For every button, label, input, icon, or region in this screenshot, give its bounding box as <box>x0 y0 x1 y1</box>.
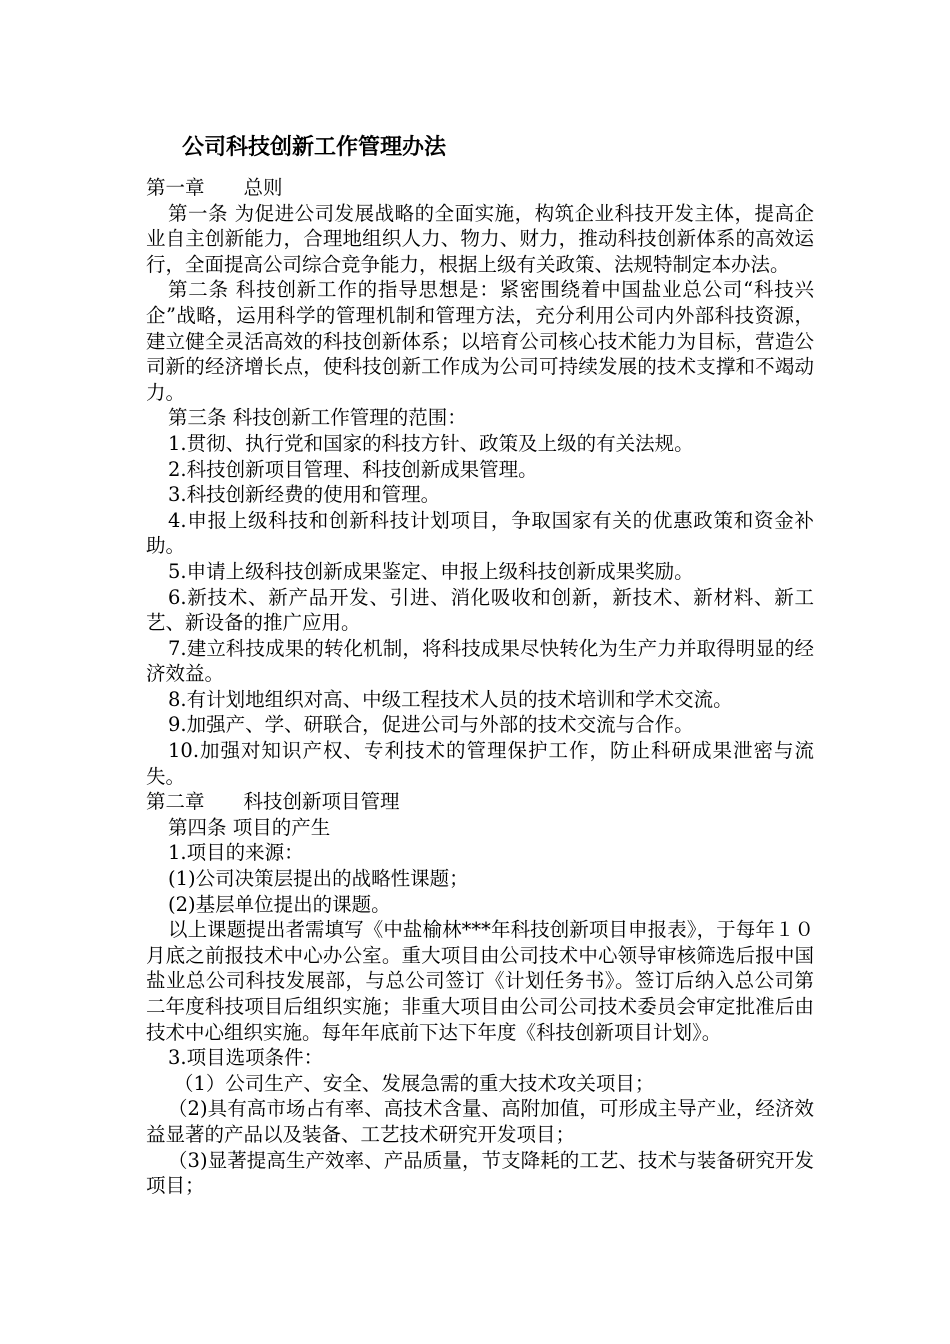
paragraph: 1.贯彻、执行党和国家的科技方针、政策及上级的有关法规。 <box>168 431 694 455</box>
paragraph: 3.科技创新经费的使用和管理。 <box>168 483 441 507</box>
document-page <box>146 133 814 1199</box>
paragraph: 6.新技术、新产品开发、引进、消化吸收和创新，新技术、新材料、新工艺、新设备的推广应用。 <box>146 585 814 635</box>
paragraph: （2)具有高市场占有率、高技术含量、高附加值，可形成主导产业，经济效益显著的产品以及装备、工艺技术研究开发项目； <box>146 1097 814 1146</box>
paragraph: (1)公司决策层提出的战略性课题； <box>168 867 469 891</box>
paragraph: 7.建立科技成果的转化机制，将科技成果尽快转化为生产力并取得明显的经济效益。 <box>146 636 814 686</box>
paragraph: 以上课题提出者需填写《中盐榆林***年科技创新项目申报表》，于每年１０月底之前报技术中心办公室。重大项目由公司技术中心领导审核筛选后报中国盐业总公司科技发展部，与总公司签订《计划任务书》。签订后纳入总公司第二年度科技项目后组织实施；非重大项目由公司公司技术委员会审定批准后由技术中心组织实施。每年年底前下达下年度《科技创新项目计划》。 <box>146 918 814 1044</box>
document-body <box>146 175 814 1199</box>
paragraph: 5.申请上级科技创新成果鉴定、申报上级科技创新成果奖励。 <box>168 559 694 583</box>
paragraph: 第二条 科技创新工作的指导思想是：紧密围绕着中国盐业总公司“科技兴企”战略，运用科学的管理机制和管理方法，充分利用公司内外部科技资源，建立健全灵活高效的科技创新体系；以培育公司核心技术能力为目标，营造公司新的经济增长点，使科技创新工作成为公司可持续发展的技术支撑和不竭动力。 <box>146 278 814 404</box>
chapter-heading: 第二章 科技创新项目管理 <box>146 790 400 814</box>
paragraph: 9.加强产、学、研联合，促进公司与外部的技术交流与合作。 <box>168 713 694 737</box>
paragraph: 1.项目的来源： <box>168 841 304 865</box>
document-title: 公司科技创新工作管理办法 <box>182 135 447 160</box>
chapter-heading: 第一章 总则 <box>146 176 283 199</box>
paragraph: 第四条 项目的产生 <box>168 815 331 839</box>
paragraph: 第三条 科技创新工作管理的范围： <box>168 406 467 430</box>
paragraph: （3)显著提高生产效率、产品质量，节支降耗的工艺、技术与装备研究开发项目； <box>146 1148 814 1198</box>
paragraph: 8.有计划地组织对高、中级工程技术人员的技术培训和学术交流。 <box>168 687 733 711</box>
paragraph: 3.项目选项条件： <box>168 1046 324 1070</box>
paragraph: (2)基层单位提出的课题。 <box>168 892 391 916</box>
paragraph: 10.加强对知识产权、专利技术的管理保护工作，防止科研成果泄密与流失。 <box>146 739 814 788</box>
paragraph: 4.申报上级科技和创新科技计划项目，争取国家有关的优惠政策和资金补助。 <box>146 508 814 558</box>
paragraph: 2.科技创新项目管理、科技创新成果管理。 <box>168 457 538 481</box>
paragraph: 第一条 为促进公司发展战略的全面实施，构筑企业科技开发主体，提高企业自主创新能力，合理地组织人力、物力、财力，推动科技创新体系的高效运行，全面提高公司综合竞争能力，根据上级有关政策、法规特制定本办法。 <box>146 201 814 276</box>
paragraph: （1）公司生产、安全、发展急需的重大技术攻关项目； <box>174 1071 655 1095</box>
